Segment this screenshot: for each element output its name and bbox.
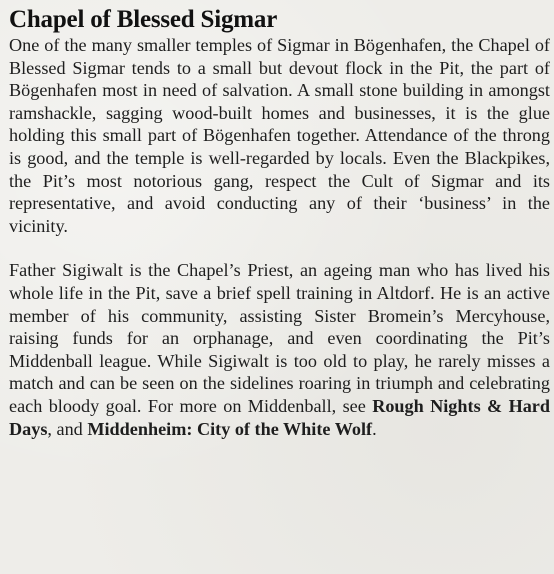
paragraph-end: . — [372, 418, 377, 439]
section-heading: Chapel of Blessed Sigmar — [9, 6, 278, 33]
reference-joiner: , and — [47, 418, 88, 439]
book-reference-middenheim: Middenheim: City of the White Wolf — [87, 418, 373, 439]
priest-paragraph-text: Father Sigiwalt is the Chapel’s Priest, an ageing man who has lived his whole life in the Pit, save a brief spell training in Altdorf. He is an active member of his community, assisting Sister Bromein’s Mercyhouse, raising funds for an orphanage, and even coordinating the Pit’s Middenball league. While Sigiwalt is too old to play, he rarely misses a match and can be seen on the sidelines roaring in triumph and celebrating each bloody goal. For more on Middenball, see — [9, 260, 550, 416]
intro-paragraph: One of the many smaller temples of Sigmar in Bögenhafen, the Chapel of Blessed Sigmar tends to a small but devout flock in the Pit, the part of Bögenhafen most in need of salvation. A small stone building in amongst ramshackle, sagging wood-built homes and businesses, it is the glue holding this small part of Bögenhafen together. Attendance of the throng is good, and the temple is well-regarded by locals. Even the Blackpikes, the Pit’s most notorious gang, respect the Cult of Sigmar and its representative, and avoid conducting any of their ‘business’ in the vicinity. — [9, 35, 550, 236]
priest-paragraph — [9, 259, 550, 440]
book-reference-rough-nights: Rough Nights & Hard Days — [9, 395, 550, 439]
